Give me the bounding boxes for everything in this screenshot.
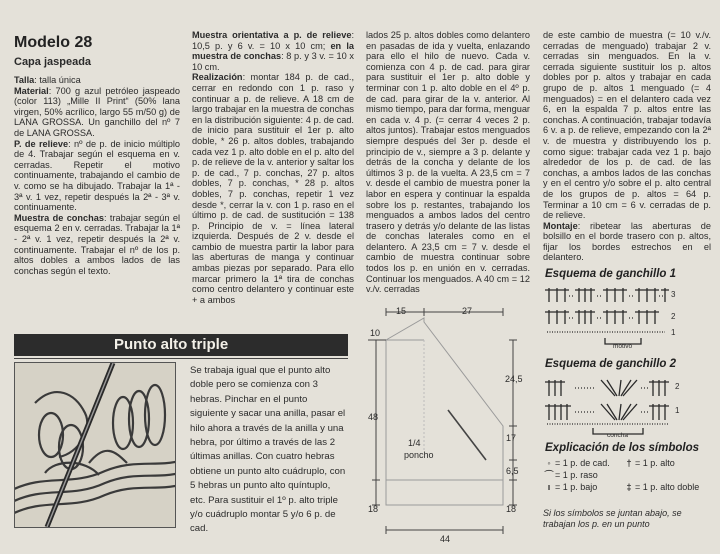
crochet-chart-1 (545, 284, 715, 352)
chain-icon: ◦ (547, 458, 551, 468)
symbols-title: Explicación de los símbolos (545, 442, 700, 454)
chart-1-row-2: 2 (671, 312, 676, 321)
technique-text: Se trabaja igual que el punto alto doble pero se comienza con 3 hebras. Pinchar en el punto siguiente y sacar una anilla, pasar el hilo ahora a través de la anilla y una hebra, por último a través de las 2 últimas anillas. Con cuatro hebras obtiene un punto alto cuádruplo, con 5 hebras un punto alto quíntuplo, etc. Para sustituir el 1º p. alto triple y/o cuádruplo montar 5 y/o 6 p. de cad. (190, 365, 346, 535)
material-label: Material (14, 85, 49, 96)
poncho-schematic (358, 300, 538, 546)
symbols-legend (543, 457, 713, 493)
column-4 (543, 30, 711, 263)
assembly-text: : ribetear las aberturas de bolsillo en el borde trasero con p. altos, fijar los bordes estrechos en el delantero. (543, 220, 711, 263)
chart-2-row-1: 1 (675, 406, 680, 415)
dim-right-24-5: 24,5 (505, 374, 523, 384)
technique-banner (14, 334, 348, 356)
symbols-note: Si los símbolos se juntan abajo, se trabajan los p. en un punto (543, 508, 682, 529)
technique-banner-title: Punto alto triple (114, 336, 229, 353)
material-text: : 700 g azul petróleo jaspeado (color 113) „Mille II Print“ (50% lana virgen, 50% acrílico, largo 55 m/50 g) de LANA GROSSA. Un ganchillo del nº 7 de LANA GROSSA. (14, 85, 180, 138)
stitch-illustration (14, 362, 176, 528)
crochet-chart-2 (545, 374, 715, 440)
pattern-subtitle: Capa jaspeada (14, 56, 92, 68)
gauge-label: Muestra orientativa a p. de relieve (192, 30, 352, 40)
chart-1-title: Esquema de ganchillo 1 (545, 268, 677, 280)
dim-right-17: 17 (506, 433, 517, 443)
chart-1-row-1: 1 (671, 328, 676, 337)
chart-1-symbols (545, 284, 715, 352)
relief-label: P. de relieve (14, 138, 69, 149)
instructions-paragraph (192, 72, 354, 305)
symbol-slip-text: = 1 p. raso (555, 470, 598, 480)
chart-1-motivo: motivo (613, 343, 633, 350)
dim-right-6-5: 6,5 (506, 466, 519, 476)
schematic-fraction: 1/4 (408, 438, 421, 448)
column-3-text: lados 25 p. altos dobles como delantero en pasadas de ida y vuelta, enlazando para ello el hilo de nuevo. Cada v. comienza con 4 p. de cad. para girar para sustituir el 1er p. alto doble y terminar con 1 p. alto doble en el 4º p. de cad. para girar de la v. anterior. Al mismo tiempo, para dar forma, menguar en cada v. 4 p. (= cerrar 4 veces 2 p. altos juntos). Trabajar estos menguados siempre después del 3er p. desde el principio de v., siempre a 3 p. delante y detrás de la concha y delante de los últimos 3 p. de la vuelta. A 23,5 cm = 7 v. desde el cambio de muestra poner la labor en espera y continuar la espalda sobre los p. restantes, trabajando los menguados a ambos lados del centro trasero y detrás y/o delante de las listas de conchas laterales como en el delantero. A 23,5 cm = 7 v. desde el cambio de muestra continuar sobre todos los p. en unión en v. cerradas. Continuar los menguados. A 40 cm = 12 v./v. cerradas (366, 30, 530, 295)
gauge-text: : 10,5 p. y 6 v. = 10 x 10 cm; (192, 30, 354, 51)
assembly-label: Montaje (543, 220, 578, 231)
size-paragraph (14, 75, 180, 86)
chart-1-row-3: 3 (671, 290, 676, 299)
shell-paragraph (14, 213, 180, 277)
symbol-row-3 (543, 481, 713, 493)
size-label: Talla (14, 75, 35, 85)
gauge-paragraph (192, 30, 354, 72)
relief-text: : nº de p. de inicio múltiplo de 4. Trabajar según el esquema en v. cerradas. Repetir el motivo continuamente, trabajando el cambio de v. como se ha dibujado. Trabajar la 1ª - 3ª v. 1 vez, repetir después la 2ª - 3ª v. continuamente. (14, 138, 180, 213)
pattern-title: Modelo 28 (14, 34, 93, 51)
instructions-text: : montar 184 p. de cad., cerrar en redondo con 1 p. raso y continuar a p. de relieve. A 18 cm de largo trabajar en la muestra de conchas en la distribución siguiente: 4 p. de cad. de inicio para sustituir el 1er p. alto doble, * 26 p. altos dobles, trabajando cada vez 1 p. alto doble en el p. alto del p. de relieve de la v. anterior y saltar los p. de cad., 7 p. conchas, 27 p. altos dobles, 7 p. conchas, * 28 p. altos dobles, 7 p. conchas, repetir 1 vez desde *, cerrar la v. con 1 p. raso en el último p. de cad. de sustitución = 138 p. Principio de v. = línea lateral izquierda. Después de 2 v. desde el cambio de muestra partir la labor para las aberturas de manga y continuar ambas piezas por separado. Para ello marcar primero la 1ª tira de conchas como centro delantero y continuar este + a ambos (192, 72, 354, 305)
banner-divider (14, 358, 348, 359)
column-3 (366, 30, 530, 295)
chart-2-title: Esquema de ganchillo 2 (545, 358, 677, 370)
column-1 (14, 34, 180, 276)
symbol-row-1 (543, 457, 713, 469)
chart-2-symbols (545, 374, 715, 440)
symbol-dc-text: = 1 p. alto (635, 458, 675, 468)
relief-paragraph (14, 139, 180, 213)
column-2 (192, 30, 354, 305)
assembly-paragraph (543, 221, 711, 263)
material-paragraph (14, 86, 180, 139)
slip-stitch-icon: ⌒ (544, 470, 554, 480)
shell-label: Muestra de conchas (14, 212, 104, 223)
dim-left-10: 10 (370, 328, 381, 338)
schematic-label: poncho (404, 450, 434, 460)
column-4-text: de este cambio de muestra (= 10 v./v. cerradas de menguado) trabajar 2 v. cerradas sin menguados. En la v. cerrada siguiente sustituir los p. altos dobles por p. altos y trabajar en cada grupo de p. altos 1 menguado (= 4 menguados) = en el delantero cada vez 6, en la espalda 7 p. altos entre las conchas. A continuación, trabajar todavía 6 v. a p. de relieve, empezando con la 2ª v. de muestra y distribuyendo los p. como sigue: trabajar cada vez 1 p. bajo alrededor de los p. de cad. de las conchas, a ambos lados de las conchas y en el centro y/o sobre el p. alto central de los grupos de p. altos = 64 p. Terminar a 10 cm = 6 v. cerradas de p. de relieve. (543, 30, 711, 221)
dim-right-18: 18 (506, 504, 517, 514)
dim-bottom-44: 44 (440, 534, 451, 544)
gauge-text-2: : 8 p. y 3 v. = 10 x 10 cm. (192, 51, 354, 72)
instructions-label: Realización (192, 72, 243, 83)
treble-crochet-icon: ‡ (626, 482, 632, 492)
yarn-loops-illustration (15, 363, 175, 527)
single-crochet-icon: ı (547, 482, 551, 492)
size-text: : talla única (34, 75, 81, 85)
symbol-row-2 (543, 469, 713, 481)
chart-2-concha: concha (607, 432, 628, 439)
dim-top-27: 27 (462, 306, 473, 316)
symbol-chain-text: = 1 p. de cad. (555, 458, 610, 468)
dim-left-18: 18 (368, 504, 379, 514)
double-crochet-icon: † (626, 458, 632, 468)
chart-2-row-2: 2 (675, 382, 680, 391)
gauge-label-2: en la muestra de conchas (192, 40, 354, 62)
shell-text: : trabajar según el esquema 2 en v. cerradas. Trabajar la 1ª - 2ª v. 1 vez, repetir después la 2ª v. continuamente. Trabajar el nº de los p. altos dobles a ambos lados de las conchas según el texto. (14, 212, 180, 276)
dim-top-15: 15 (396, 306, 407, 316)
dim-left-48: 48 (368, 412, 379, 422)
symbol-sc-text: = 1 p. bajo (555, 482, 598, 492)
symbol-tr-text: = 1 p. alto doble (635, 482, 700, 492)
